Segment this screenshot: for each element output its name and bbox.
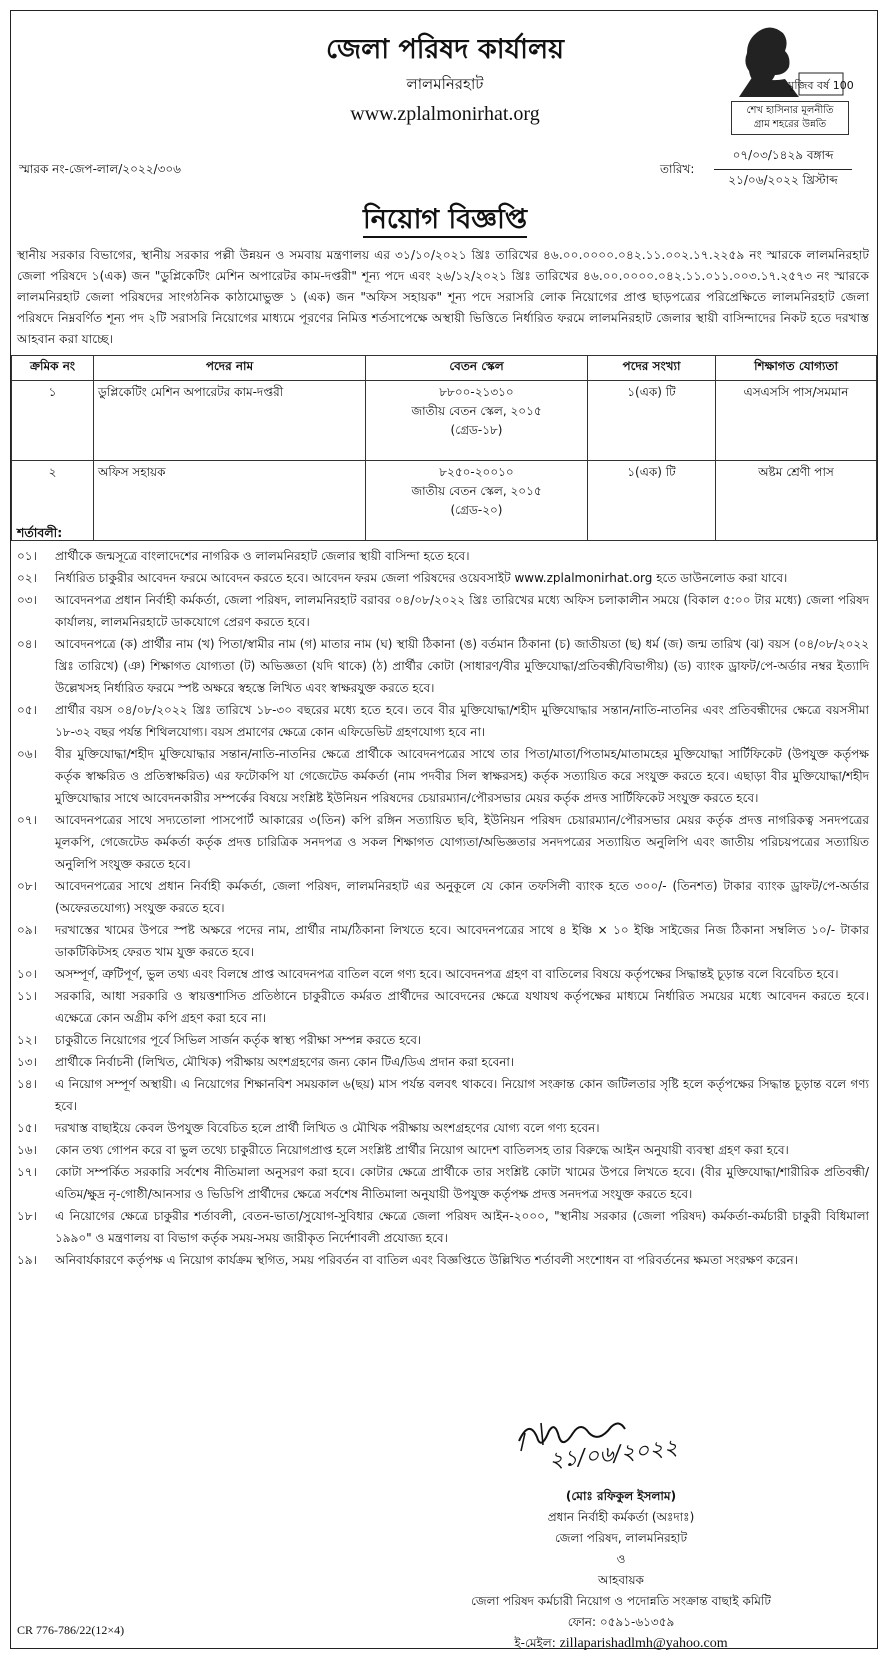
pay-grade: (গ্রেড-২০): [450, 503, 503, 517]
condition-item: [17, 919, 869, 963]
condition-number: ১২।: [17, 1033, 37, 1047]
header-qualification: শিক্ষাগত যোগ্যতা: [716, 356, 877, 381]
condition-number: ১০।: [17, 967, 37, 981]
condition-number: ০৫।: [17, 703, 37, 717]
row-serial: ১: [12, 381, 94, 461]
logo-caption: [731, 101, 849, 135]
condition-number: ১৫।: [17, 1121, 37, 1135]
district-name: লালমনিরহাট: [406, 75, 484, 93]
condition-item: [17, 1051, 869, 1073]
condition-item: [17, 545, 869, 567]
condition-number: ১৯।: [17, 1253, 37, 1267]
condition-item: [17, 985, 869, 1029]
condition-text: প্রার্থীকে জন্মসূত্রে বাংলাদেশের নাগরিক ও লালমনিরহাট জেলার স্থায়ী বাসিন্দা হতে হবে।: [55, 549, 470, 563]
condition-text: এ নিয়োগের ক্ষেত্রে চাকুরীর শর্তাবলী, বেতন-ভাতা/সুযোগ-সুবিধার ক্ষেত্রে জেলা পরিষদ আইন-২০০০, "স্থানীয় সরকার (জেলা পরিষদ) কর্মকর্তা-কর্মচারী চাকুরী বিধিমালা ১৯৯০" ও মন্ত্রণালয় বা বিভাগ কর্তৃক সময়-সময় জারীকৃত নির্দেশাবলী প্রযোজ্য হবে।: [55, 1209, 869, 1245]
signatory-and: ও: [616, 1552, 626, 1566]
mujib-borsho-logo-icon: [729, 23, 854, 97]
condition-text: চাকুরীতে নিয়োগের পূর্বে সিভিল সার্জন কর্তৃক স্বাস্থ্য পরীক্ষা সম্পন্ন করতে হবে।: [55, 1033, 422, 1047]
condition-text: অনিবার্যকারণে কর্তৃপক্ষ এ নিয়োগ কার্যক্রম স্থগিত, সময় পরিবর্তন বা বাতিল এবং বিজ্ঞপ্তিতে উল্লিখিত শর্তাবলী সংশোধন বা পরিবর্তনের ক্ষমতা সংরক্ষণ করেন।: [55, 1253, 799, 1267]
condition-item: [17, 699, 869, 743]
row-qualification: এসএসসি পাস/সমমান: [716, 381, 877, 461]
condition-number: ১৮।: [17, 1209, 37, 1223]
header: [11, 11, 879, 187]
condition-number: ১৭।: [17, 1165, 37, 1179]
condition-item: [17, 1117, 869, 1139]
condition-text: দরখাস্তের খামের উপরে স্পষ্ট অক্ষরে পদের নাম, প্রার্থীর নাম/ঠিকানা লিখতে হবে। আবেদনপত্রের সাথে ৪ ইঞ্চি × ১০ ইঞ্চি সাইজের নিজ ঠিকানা সম্বলিত ১০/- টাকার ডাকটিকিটসহ ফেরত খাম যুক্ত করতে হবে।: [55, 923, 869, 959]
condition-item: [17, 743, 869, 809]
signatory-phone: ফোন: ০৫৯১-৬১৩৫৯: [567, 1615, 675, 1629]
signatory-office: জেলা পরিষদ, লালমনিরহাট: [554, 1531, 688, 1545]
condition-text: বীর মুক্তিযোদ্ধা/শহীদ মুক্তিযোদ্ধার সন্তান/নাতি-নাতনির ক্ষেত্রে প্রার্থীকে আবেদনপত্রের সাথে তার পিতা/মাতা/পিতামহ/মাতামহের মুক্তিযোদ্ধা সার্টিফিকেট (উপযুক্ত কর্তৃপক্ষ কর্তৃক স্বাক্ষরিত ও প্রতিস্বাক্ষরিত) এর ফটোকপি যা গেজেটেড কর্মকর্তা (নাম পদবীর সিল স্বাক্ষরসহ) কর্তৃক সত্যায়িত করে সংযুক্ত করতে হবে। এছাড়া বীর মুক্তিযোদ্ধা/শহীদ মুক্তিযোদ্ধার সাথে আবেদনকারীর সম্পর্কের বিষয়ে সংশ্লিষ্ট ইউনিয়ন পরিষদের চেয়ারম্যান/পৌরসভার মেয়র কর্তৃক প্রদত্ত সার্টিফিকেট সংযুক্ত করতে হবে।: [55, 747, 869, 805]
row-post-name: ডুপ্লিকেটিং মেশিন অপারেটর কাম-দপ্তরী: [94, 381, 366, 461]
pay-grade: (গ্রেড-১৮): [450, 423, 503, 437]
pay-scale-note: জাতীয় বেতন স্কেল, ২০১৫: [411, 484, 542, 498]
website-link[interactable]: www.zplalmonirhat.org: [350, 103, 540, 125]
condition-number: ০৩।: [17, 593, 37, 607]
condition-number: ০৬।: [17, 747, 37, 761]
logo-caption-line-1: শেখ হাসিনার মূলনীতি: [746, 105, 834, 116]
date-bangla: ০৭/০৩/১৪২৯ বঙ্গাব্দ: [714, 147, 852, 170]
condition-number: ০৪।: [17, 637, 37, 651]
condition-number: ১৪।: [17, 1077, 37, 1091]
pay-scale-range: ৮৮০০-২১৩১০: [439, 385, 514, 399]
notice-title-text: নিয়োগ বিজ্ঞপ্তি: [363, 204, 527, 238]
conditions-list: [17, 545, 869, 1271]
signatory-role: আহবায়ক: [598, 1573, 644, 1587]
row-serial: ২: [12, 461, 94, 541]
condition-text: দরখাস্ত বাছাইয়ে কেবল উপযুক্ত বিবেচিত হলে প্রার্থী লিখিত ও মৌখিক পরীক্ষায় অংশগ্রহণের যোগ্য বলে গণ্য হবেন।: [55, 1121, 600, 1135]
row-post-name: অফিস সহায়ক: [94, 461, 366, 541]
condition-text: আবেদনপত্রে (ক) প্রার্থীর নাম (খ) পিতা/স্বামীর নাম (গ) মাতার নাম (ঘ) স্থায়ী ঠিকানা (ঙ) বর্তমান ঠিকানা (চ) জাতীয়তা (ছ) ধর্ম (জ) জন্ম তারিখ (ঝ) বয়স (০৪/০৮/২০২২ খ্রিঃ তারিখে) (ঞ) শিক্ষাগত যোগ্যতা (ট) অভিজ্ঞতা (যদি থাকে) (ঠ) প্রার্থীর কোটা (সাধারণ/বীর মুক্তিযোদ্ধা/প্রতিবন্ধী/বিভাগীয়) (ড) ব্যাংক ড্রাফট/পে-অর্ডার নম্বর ইত্যাদি উল্লেখসহ নির্ধারিত ফরমে স্পষ্ট অক্ষরে স্বহস্তে লিখিত এবং স্বাক্ষরযুক্ত করতে হবে।: [55, 637, 869, 695]
notice-title: [11, 199, 879, 244]
signatory-email-line: [391, 1633, 851, 1654]
condition-item: [17, 963, 869, 985]
condition-text: আবেদনপত্রের সাথে প্রধান নির্বাহী কর্মকর্তা, জেলা পরিষদ, লালমনিরহাট এর অনুকূলে যে কোন তফসিলী ব্যাংক হতে ৩০০/- (তিনশত) টাকার ব্যাংক ড্রাফট/পে-অর্ডার (অফেরতযোগ্য) সংযুক্ত করতে হবে।: [55, 879, 869, 915]
condition-item: [17, 875, 869, 919]
logo-text: মুজিব বর্ষ 100: [788, 79, 854, 92]
date-label: তারিখ:: [660, 162, 695, 176]
condition-item: [17, 1249, 869, 1271]
condition-number: ০৯।: [17, 923, 37, 937]
condition-text: আবেদনপত্র প্রধান নির্বাহী কর্মকর্তা, জেলা পরিষদ, লালমনিরহাট বরাবর ০৪/০৮/২০২২ খ্রিঃ তারিখের মধ্যে অফিস চলাকালীন সময়ে (বিকাল ৫:০০ টার মধ্যে) জেলা পরিষদ কার্যালয়, লালমনিরহাটে ডাকযোগে প্রেরণ করতে হবে।: [55, 593, 869, 629]
condition-number: ০৭।: [17, 813, 37, 827]
row-pay-scale: [366, 381, 588, 461]
condition-number: ০৮।: [17, 879, 37, 893]
condition-item: [17, 1029, 869, 1051]
header-serial: ক্রমিক নং: [12, 356, 94, 381]
date-box: [714, 147, 852, 192]
condition-item: [17, 1073, 869, 1117]
condition-item: [17, 633, 869, 699]
condition-text: অসম্পূর্ণ, ত্রুটিপূর্ণ, ভুল তথ্য এবং বিলম্বে প্রাপ্ত আবেদনপত্র বাতিল বলে গণ্য হবে। আবেদনপত্র গ্রহণ বা বাতিলের বিষয়ে কর্তৃপক্ষের সিদ্ধান্তই চূড়ান্ত বলে বিবেচিত হবে।: [55, 967, 839, 981]
condition-item: [17, 809, 869, 875]
cr-code: CR 776-786/22(12×4): [17, 1623, 125, 1637]
condition-text: সরকারি, আধা সরকারি ও স্বায়ত্তশাসিত প্রতিষ্ঠানে চাকুরীতে কর্মরত প্রার্থীদের আবেদনের ক্ষেত্রে যথাযথ কর্তৃপক্ষের মাধ্যমে নির্ধারিত সময়ের মধ্যে আবেদন করতে হবে। এক্ষেত্রে কোন অগ্রীম কপি গ্রহণ করা হবে না।: [55, 989, 869, 1025]
condition-item: [17, 589, 869, 633]
header-post-count: পদের সংখ্যা: [588, 356, 716, 381]
condition-number: ১৬।: [17, 1143, 37, 1157]
office-title: জেলা পরিষদ কার্যালয়: [326, 34, 564, 65]
signatory-name: (মোঃ রফিকুল ইসলাম): [565, 1489, 677, 1503]
intro-paragraph: স্থানীয় সরকার বিভাগের, স্থানীয় সরকার পল্লী উন্নয়ন ও সমবায় মন্ত্রণালয় এর ৩১/১০/২০২১ খ্রিঃ তারিখের ৪৬.০০.০০০০.০৪২.১১.০০২.১৭.২২৫৯ নং স্মারকে লালমনিরহাট জেলা পরিষদে ১(এক) জন "ডুপ্লিকেটিং মেশিন অপারেটর কাম-দপ্তরী" শূন্য পদে এবং ২৬/১২/২০২১ খ্রিঃ তারিখের ৪৬.০০.০০০০.০৪২.১১.০১১.০০৩.১৭.২৫৭৩ নং স্মারকে লালমনিরহাট জেলা পরিষদের সাংগঠনিক কাঠামোভুক্ত ১ (এক) জন "অফিস সহায়ক" শূন্য পদে সরাসরি লোক নিয়োগের প্রাপ্ত ছাড়পত্রের পরিপ্রেক্ষিতে লালমনিরহাট জেলা পরিষদে নিম্নবর্ণিত শূন্য পদ ২টি সরাসরি নিয়োগের মাধ্যমে পূরণের নিমিত্ত শর্তসাপেক্ষে অস্থায়ী ভিত্তিতে নির্ধারিত ফরমে লালমনিরহাট জেলার স্থায়ী বাসিন্দাদের নিকট হতে দরখাস্ত আহবান করা যাচ্ছে।: [17, 248, 869, 346]
condition-item: [17, 1205, 869, 1249]
condition-item: [17, 1161, 869, 1205]
header-post-name: পদের নাম: [94, 356, 366, 381]
posts-table: [11, 355, 877, 541]
row-post-count: ১(এক) টি: [588, 461, 716, 541]
row-qualification: অষ্টম শ্রেণী পাস: [716, 461, 877, 541]
pay-scale-note: জাতীয় বেতন স্কেল, ২০১৫: [411, 404, 542, 418]
table-row: [12, 461, 877, 541]
condition-item: [17, 1139, 869, 1161]
table-row: [12, 381, 877, 461]
date-english: ২১/০৬/২০২২ খ্রিস্টাব্দ: [728, 173, 838, 187]
condition-text: কোটা সম্পর্কিত সরকারি সর্বশেষ নীতিমালা অনুসরণ করা হবে। কোটার ক্ষেত্রে প্রার্থীকে তার সংশ্লিষ্ট কোটা খামের উপরে লিখতে হবে। (বীর মুক্তিযোদ্ধা/শারীরিক প্রতিবন্ধী/এতিম/ক্ষুদ্র নৃ-গোষ্ঠী/আনসার ও ভিডিপি প্রার্থীদের ক্ষেত্রে সর্বশেষ নীতিমালা অনুযায়ী উপযুক্ত কর্তৃপক্ষ প্রদত্ত সনদপত্র সংযুক্ত করতে হবে।: [55, 1165, 869, 1201]
pay-scale-range: ৮২৫০-২০০১০: [439, 465, 514, 479]
condition-number: ১৩।: [17, 1055, 37, 1069]
table-header-row: [12, 356, 877, 381]
row-post-count: ১(এক) টি: [588, 381, 716, 461]
email-link[interactable]: zillaparishadlmh@yahoo.com: [559, 1636, 728, 1651]
condition-text: এ নিয়োগ সম্পূর্ণ অস্থায়ী। এ নিয়োগের শিক্ষানবিশ সময়কাল ৬(ছয়) মাস পর্যন্ত বলবৎ থাকবে। নিয়োগ সংক্রান্ত কোন জটিলতার সৃষ্টি হলে কর্তৃপক্ষের সিদ্ধান্ত চূড়ান্ত বলে গণ্য হবে।: [55, 1077, 869, 1113]
email-label: ই-মেইল:: [514, 1636, 556, 1650]
row-pay-scale: [366, 461, 588, 541]
condition-item: [17, 567, 869, 589]
header-pay-scale: বেতন স্কেল: [366, 356, 588, 381]
condition-number: ০১।: [17, 549, 37, 563]
logo-caption-line-2: গ্রাম শহরের উন্নতি: [753, 119, 827, 130]
condition-text: আবেদনপত্রের সাথে সদ্যতোলা পাসপোর্ট আকারের ৩(তিন) কপি রঙ্গিন সত্যায়িত ছবি, ইউনিয়ন পরিষদ চেয়ারম্যান/পৌরসভার মেয়র কর্তৃক প্রদত্ত নাগরিকত্ব সনদপত্রের মূলকপি, গেজেটেড কর্মকর্তা কর্তৃক প্রদত্ত চারিত্রিক সনদপত্র ও সকল শিক্ষাগত যোগ্যতা/অভিজ্ঞতার সনদপত্রের সত্যায়িত অনুলিপি এবং জাতীয় পরিচয়পত্রের সত্যায়িত অনুলিপি সংযুক্ত করতে হবে।: [55, 813, 869, 871]
signatory-block: [391, 1486, 851, 1654]
condition-text: কোন তথ্য গোপন করে বা ভুল তথ্যে চাকুরীতে নিয়োগপ্রাপ্ত হলে সংশ্লিষ্ট প্রার্থীর নিয়োগ আদেশ বাতিলসহ তার বিরুদ্ধে আইন অনুযায়ী ব্যবস্থা গ্রহণ করা হবে।: [55, 1143, 789, 1157]
signatory-designation: প্রধান নির্বাহী কর্মকর্তা (অঃদাঃ): [547, 1510, 695, 1524]
condition-text: নির্ধারিত চাকুরীর আবেদন ফরমে আবেদন করতে হবে। আবেদন ফরম জেলা পরিষদের ওয়েবসাইট www.zplalmonirhat.org হতে ডাউনলোড করা যাবে।: [55, 571, 788, 585]
signature-date: ২১/০৬/২০২২: [547, 1435, 680, 1474]
condition-text: প্রার্থীকে নির্বাচনী (লিখিত, মৌখিক) পরীক্ষায় অংশগ্রহণের জন্য কোন টিএ/ডিএ প্রদান করা হবেনা।: [55, 1055, 515, 1069]
condition-text: প্রার্থীর বয়স ০৪/০৮/২০২২ খ্রিঃ তারিখে ১৮-৩০ বছরের মধ্যে হতে হবে। তবে বীর মুক্তিযোদ্ধা/শহীদ মুক্তিযোদ্ধার সন্তান/নাতি-নাতনির এবং প্রতিবন্ধীদের ক্ষেত্রে বয়সসীমা ১৮-৩২ বছর পর্যন্ত শিথিলযোগ্য। বয়স প্রমাণের ক্ষেত্রে কোন এফিডেভিট গ্রহণযোগ্য হবে না।: [55, 703, 869, 739]
memo-number: স্মারক নং-জেপ-লাল/২০২২/৩০৬: [19, 162, 181, 176]
signatory-committee: জেলা পরিষদ কর্মচারী নিয়োগ ও পদোন্নতি সংক্রান্ত বাছাই কমিটি: [471, 1594, 771, 1608]
condition-number: ০২।: [17, 571, 37, 585]
notice-page: [10, 10, 878, 1649]
condition-number: ১১।: [17, 989, 37, 1003]
conditions-heading: শর্তাবলী:: [17, 525, 63, 540]
